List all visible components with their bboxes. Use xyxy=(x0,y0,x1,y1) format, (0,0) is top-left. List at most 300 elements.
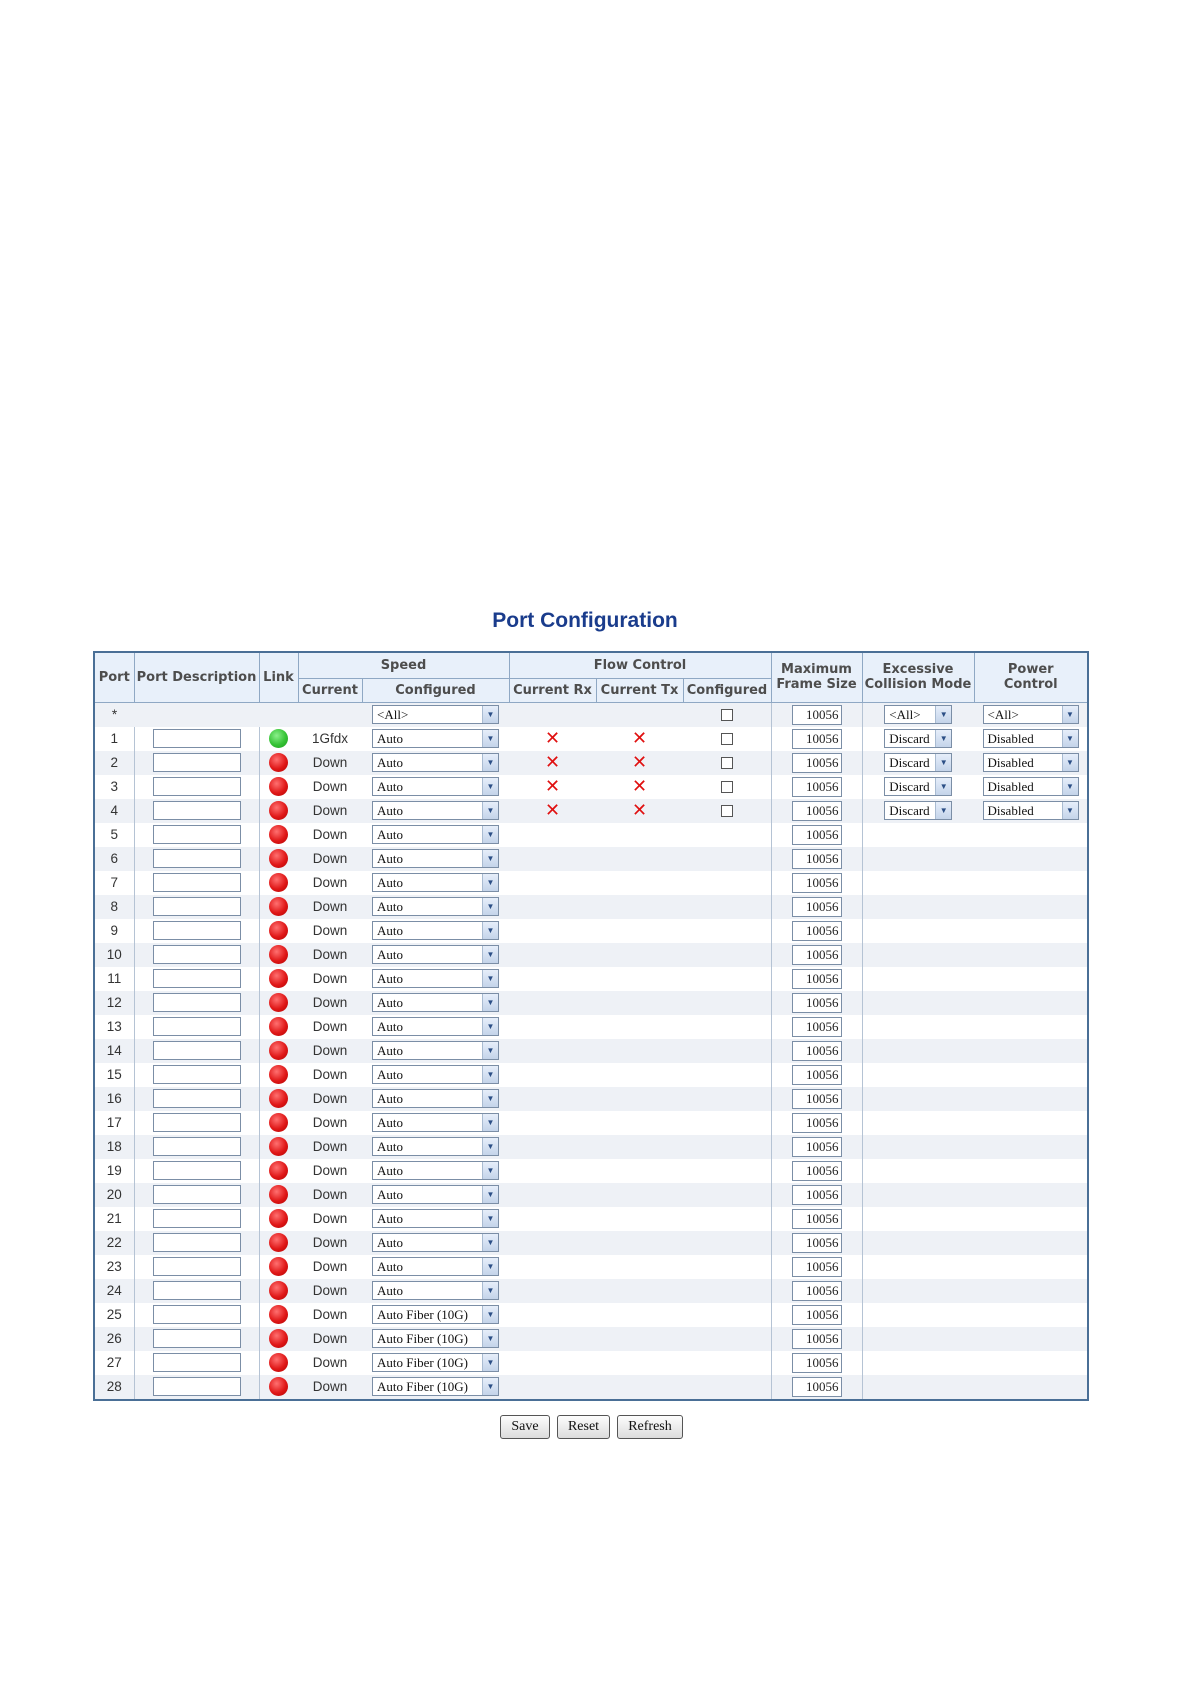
ecm-header-line1: Excessive xyxy=(882,662,954,678)
fc-current-tx-cell xyxy=(596,1063,683,1087)
port-row xyxy=(94,775,1088,799)
speed-configured-select[interactable] xyxy=(372,1233,499,1252)
ecm-cell xyxy=(862,1111,974,1135)
chevron-down-icon[interactable]: ▼ xyxy=(482,946,498,963)
port-description-cell xyxy=(134,1303,259,1327)
chevron-down-icon[interactable]: ▼ xyxy=(482,1162,498,1179)
port-description-cell xyxy=(134,1375,259,1400)
speed-configured-select[interactable] xyxy=(372,1065,499,1084)
port-description-cell xyxy=(134,1015,259,1039)
port-row xyxy=(94,1135,1088,1159)
speed-configured-cell xyxy=(362,727,509,751)
speed-configured-cell xyxy=(362,847,509,871)
flow-control-header: Flow Control xyxy=(509,652,771,678)
speed-configured-select[interactable] xyxy=(372,1017,499,1036)
red-dot-icon xyxy=(269,777,288,796)
max-frame-cell xyxy=(771,727,862,751)
port-description-cell xyxy=(134,1135,259,1159)
speed-configured-select[interactable] xyxy=(372,921,499,940)
power-cell xyxy=(974,1279,1088,1303)
speed-current: Down xyxy=(298,1375,362,1400)
fc-configured-cell xyxy=(683,823,771,847)
chevron-down-icon[interactable]: ▼ xyxy=(482,1378,498,1395)
port-description-input[interactable] xyxy=(153,1353,241,1372)
speed-configured-value: Auto xyxy=(377,1043,403,1058)
link-cell xyxy=(259,1207,298,1231)
speed-current: Down xyxy=(298,823,362,847)
speed-configured-select[interactable] xyxy=(372,1281,499,1300)
max-frame-cell xyxy=(771,1063,862,1087)
link-cell xyxy=(259,871,298,895)
port-table-body xyxy=(94,702,1088,1400)
port-description-input[interactable] xyxy=(153,1233,241,1252)
ecm-cell xyxy=(862,871,974,895)
fc-current-rx-cell xyxy=(509,1351,596,1375)
chevron-down-icon[interactable]: ▼ xyxy=(482,874,498,891)
speed-configured-select[interactable] xyxy=(372,873,499,892)
link-cell xyxy=(259,1087,298,1111)
chevron-down-icon[interactable]: ▼ xyxy=(482,754,498,771)
ecm-select[interactable] xyxy=(884,801,952,820)
link-cell xyxy=(259,1231,298,1255)
port-description-input[interactable] xyxy=(153,1137,241,1156)
fc-current-tx-cell xyxy=(596,847,683,871)
ecm-cell xyxy=(862,1039,974,1063)
max-frame-input[interactable] xyxy=(792,729,842,749)
max-frame-input[interactable] xyxy=(792,1305,842,1325)
port-description-input[interactable] xyxy=(153,1017,241,1036)
fc-configured-cell xyxy=(683,1279,771,1303)
speed-configured-select[interactable] xyxy=(372,1329,499,1348)
red-dot-icon xyxy=(269,969,288,988)
link-cell xyxy=(259,847,298,871)
ecm-cell xyxy=(862,1231,974,1255)
chevron-down-icon[interactable]: ▼ xyxy=(935,706,951,723)
all-power-select[interactable] xyxy=(983,705,1079,724)
max-frame-cell xyxy=(771,775,862,799)
max-frame-input[interactable] xyxy=(792,945,842,965)
ecm-select[interactable] xyxy=(884,729,952,748)
fc-configured-cell xyxy=(683,1015,771,1039)
port-description-input[interactable] xyxy=(153,993,241,1012)
max-frame-input[interactable] xyxy=(792,1185,842,1205)
all-current-empty xyxy=(298,702,362,727)
port-description-input[interactable] xyxy=(153,1305,241,1324)
port-config-table-wrapper xyxy=(93,651,1089,1401)
chevron-down-icon[interactable]: ▼ xyxy=(482,1018,498,1035)
port-description-input[interactable] xyxy=(153,1257,241,1276)
fc-current-rx-cell xyxy=(509,847,596,871)
all-ecm-select[interactable] xyxy=(884,705,952,724)
ecm-select[interactable] xyxy=(884,753,952,772)
max-frame-cell xyxy=(771,1255,862,1279)
power-select[interactable] xyxy=(983,753,1079,772)
chevron-down-icon[interactable]: ▼ xyxy=(482,1090,498,1107)
port-row xyxy=(94,895,1088,919)
port-row xyxy=(94,1327,1088,1351)
port-row xyxy=(94,991,1088,1015)
port-number: 10 xyxy=(94,943,134,967)
link-cell xyxy=(259,1351,298,1375)
ecm-cell xyxy=(862,1183,974,1207)
link-cell xyxy=(259,1183,298,1207)
speed-configured-select[interactable] xyxy=(372,777,499,796)
power-cell xyxy=(974,1087,1088,1111)
refresh-button[interactable]: Refresh xyxy=(617,1415,683,1439)
link-cell xyxy=(259,1375,298,1400)
speed-configured-select[interactable] xyxy=(372,753,499,772)
port-description-input[interactable] xyxy=(153,945,241,964)
speed-configured-value: Auto xyxy=(377,803,403,818)
max-frame-input[interactable] xyxy=(792,1113,842,1133)
chevron-down-icon[interactable]: ▼ xyxy=(482,706,498,723)
port-number: 2 xyxy=(94,751,134,775)
max-frame-input[interactable] xyxy=(792,849,842,869)
speed-configured-cell xyxy=(362,1135,509,1159)
speed-configured-value: Auto Fiber (10G) xyxy=(377,1331,468,1346)
chevron-down-icon[interactable]: ▼ xyxy=(482,1330,498,1347)
chevron-down-icon[interactable]: ▼ xyxy=(1062,730,1078,747)
speed-configured-select[interactable] xyxy=(372,1113,499,1132)
chevron-down-icon[interactable]: ▼ xyxy=(482,1066,498,1083)
ecm-cell xyxy=(862,823,974,847)
port-description-input[interactable] xyxy=(153,729,241,748)
port-description-input[interactable] xyxy=(153,825,241,844)
chevron-down-icon[interactable]: ▼ xyxy=(482,922,498,939)
chevron-down-icon[interactable]: ▼ xyxy=(482,730,498,747)
all-fc-rx-empty xyxy=(509,702,596,727)
chevron-down-icon[interactable]: ▼ xyxy=(482,1114,498,1131)
max-frame-cell xyxy=(771,943,862,967)
speed-configured-value: Auto xyxy=(377,971,403,986)
port-description-cell xyxy=(134,799,259,823)
port-description-input[interactable] xyxy=(153,1113,241,1132)
max-frame-cell xyxy=(771,1135,862,1159)
fc-configured-cell xyxy=(683,751,771,775)
fc-configured-cell xyxy=(683,847,771,871)
ecm-cell xyxy=(862,1351,974,1375)
red-dot-icon xyxy=(269,1089,288,1108)
chevron-down-icon[interactable]: ▼ xyxy=(935,778,951,795)
chevron-down-icon[interactable]: ▼ xyxy=(482,1258,498,1275)
speed-configured-select[interactable] xyxy=(372,1305,499,1324)
speed-configured-value: Auto xyxy=(377,1163,403,1178)
fc-configured-checkbox[interactable] xyxy=(721,805,733,817)
port-row xyxy=(94,1183,1088,1207)
port-number: 26 xyxy=(94,1327,134,1351)
chevron-down-icon[interactable]: ▼ xyxy=(482,1138,498,1155)
max-frame-input[interactable] xyxy=(792,1281,842,1301)
port-description-input[interactable] xyxy=(153,897,241,916)
port-description-input[interactable] xyxy=(153,969,241,988)
max-frame-header-line2: Frame Size xyxy=(776,677,857,693)
speed-configured-select[interactable] xyxy=(372,1089,499,1108)
speed-configured-value: Auto xyxy=(377,1019,403,1034)
save-button[interactable]: Save xyxy=(500,1415,550,1439)
max-frame-cell xyxy=(771,823,862,847)
port-number: 25 xyxy=(94,1303,134,1327)
chevron-down-icon[interactable]: ▼ xyxy=(1062,802,1078,819)
max-frame-input[interactable] xyxy=(792,897,842,917)
red-dot-icon xyxy=(269,1161,288,1180)
port-description-input[interactable] xyxy=(153,1089,241,1108)
fc-current-rx-cell xyxy=(509,1183,596,1207)
link-cell xyxy=(259,1039,298,1063)
chevron-down-icon[interactable]: ▼ xyxy=(482,1354,498,1371)
speed-configured-value: Auto xyxy=(377,1067,403,1082)
speed-current: Down xyxy=(298,1039,362,1063)
link-cell xyxy=(259,1327,298,1351)
speed-configured-select[interactable] xyxy=(372,1377,499,1396)
speed-configured-cell xyxy=(362,871,509,895)
speed-configured-select[interactable] xyxy=(372,1353,499,1372)
port-description-input[interactable] xyxy=(153,873,241,892)
speed-current: Down xyxy=(298,871,362,895)
chevron-down-icon[interactable]: ▼ xyxy=(482,1282,498,1299)
max-frame-input[interactable] xyxy=(792,1089,842,1109)
fc-configured-checkbox[interactable] xyxy=(721,733,733,745)
red-dot-icon xyxy=(269,1137,288,1156)
port-number: 9 xyxy=(94,919,134,943)
ecm-cell xyxy=(862,1063,974,1087)
power-cell xyxy=(974,1183,1088,1207)
max-frame-input[interactable] xyxy=(792,873,842,893)
port-row xyxy=(94,1015,1088,1039)
max-frame-input[interactable] xyxy=(792,1377,842,1397)
max-frame-input[interactable] xyxy=(792,1209,842,1229)
ecm-cell xyxy=(862,1159,974,1183)
chevron-down-icon[interactable]: ▼ xyxy=(482,898,498,915)
max-frame-cell xyxy=(771,1087,862,1111)
port-row xyxy=(94,919,1088,943)
port-description-input[interactable] xyxy=(153,1161,241,1180)
chevron-down-icon[interactable]: ▼ xyxy=(935,730,951,747)
link-cell xyxy=(259,1063,298,1087)
max-frame-cell xyxy=(771,799,862,823)
port-description-input[interactable] xyxy=(153,1329,241,1348)
port-row xyxy=(94,847,1088,871)
speed-configured-value: Auto xyxy=(377,1187,403,1202)
port-row xyxy=(94,967,1088,991)
port-number: 21 xyxy=(94,1207,134,1231)
chevron-down-icon[interactable]: ▼ xyxy=(1062,754,1078,771)
link-cell xyxy=(259,895,298,919)
max-frame-input[interactable] xyxy=(792,1353,842,1373)
max-frame-input[interactable] xyxy=(792,801,842,821)
port-description-input[interactable] xyxy=(153,1281,241,1300)
ecm-cell xyxy=(862,775,974,799)
speed-configured-cell xyxy=(362,1375,509,1400)
speed-configured-cell xyxy=(362,1279,509,1303)
speed-current: Down xyxy=(298,1087,362,1111)
max-frame-input[interactable] xyxy=(792,1017,842,1037)
port-description-cell xyxy=(134,727,259,751)
speed-configured-select[interactable] xyxy=(372,993,499,1012)
port-description-input[interactable] xyxy=(153,753,241,772)
power-cell xyxy=(974,799,1088,823)
max-frame-input[interactable] xyxy=(792,753,842,773)
port-description-input[interactable] xyxy=(153,1065,241,1084)
speed-configured-value: Auto xyxy=(377,1235,403,1250)
ecm-select[interactable] xyxy=(884,777,952,796)
speed-current: Down xyxy=(298,1231,362,1255)
power-select[interactable] xyxy=(983,801,1079,820)
fc-current-rx-cell xyxy=(509,751,596,775)
speed-configured-select[interactable] xyxy=(372,729,499,748)
speed-configured-select[interactable] xyxy=(372,1041,499,1060)
chevron-down-icon[interactable]: ▼ xyxy=(482,1306,498,1323)
fc-current-tx-cell xyxy=(596,895,683,919)
chevron-down-icon[interactable]: ▼ xyxy=(482,994,498,1011)
fc-configured-header: Configured xyxy=(683,678,771,702)
speed-configured-select[interactable] xyxy=(372,1257,499,1276)
port-row xyxy=(94,751,1088,775)
reset-button[interactable]: Reset xyxy=(557,1415,610,1439)
speed-configured-select[interactable] xyxy=(372,897,499,916)
speed-configured-select[interactable] xyxy=(372,1161,499,1180)
port-description-input[interactable] xyxy=(153,1185,241,1204)
speed-current-header: Current xyxy=(298,678,362,702)
chevron-down-icon[interactable]: ▼ xyxy=(1062,778,1078,795)
power-cell xyxy=(974,847,1088,871)
speed-configured-select[interactable] xyxy=(372,825,499,844)
fc-current-tx-cell xyxy=(596,1327,683,1351)
ecm-cell xyxy=(862,1375,974,1400)
chevron-down-icon[interactable]: ▼ xyxy=(935,754,951,771)
max-frame-input[interactable] xyxy=(792,921,842,941)
port-description-cell xyxy=(134,1039,259,1063)
fc-current-tx-cell xyxy=(596,967,683,991)
all-speed-cell xyxy=(362,702,509,727)
port-description-input[interactable] xyxy=(153,777,241,796)
fc-configured-checkbox[interactable] xyxy=(721,757,733,769)
red-dot-icon xyxy=(269,873,288,892)
port-row xyxy=(94,1159,1088,1183)
speed-configured-select[interactable] xyxy=(372,1209,499,1228)
port-description-input[interactable] xyxy=(153,921,241,940)
speed-configured-cell xyxy=(362,823,509,847)
speed-configured-cell xyxy=(362,1159,509,1183)
fc-current-tx-cell xyxy=(596,1255,683,1279)
fc-current-tx-cell xyxy=(596,1207,683,1231)
speed-configured-value: Auto Fiber (10G) xyxy=(377,1379,468,1394)
max-frame-input[interactable] xyxy=(792,825,842,845)
red-dot-icon xyxy=(269,921,288,940)
port-row xyxy=(94,1087,1088,1111)
all-speed-value: <All> xyxy=(377,707,409,722)
chevron-down-icon[interactable]: ▼ xyxy=(935,802,951,819)
speed-configured-select[interactable] xyxy=(372,1185,499,1204)
max-frame-input[interactable] xyxy=(792,1329,842,1349)
max-frame-input[interactable] xyxy=(792,777,842,797)
speed-configured-cell xyxy=(362,895,509,919)
all-fc-configured-checkbox[interactable] xyxy=(721,709,733,721)
link-cell xyxy=(259,943,298,967)
chevron-down-icon[interactable]: ▼ xyxy=(482,850,498,867)
fc-current-tx-cell xyxy=(596,1159,683,1183)
chevron-down-icon[interactable]: ▼ xyxy=(482,802,498,819)
power-select[interactable] xyxy=(983,729,1079,748)
power-cell xyxy=(974,1159,1088,1183)
port-description-input[interactable] xyxy=(153,849,241,868)
chevron-down-icon[interactable]: ▼ xyxy=(482,1210,498,1227)
port-description-input[interactable] xyxy=(153,801,241,820)
ecm-cell xyxy=(862,895,974,919)
green-dot-icon xyxy=(269,729,288,748)
fc-current-rx-cell xyxy=(509,1159,596,1183)
fc-configured-checkbox[interactable] xyxy=(721,781,733,793)
speed-configured-select[interactable] xyxy=(372,969,499,988)
port-description-input[interactable] xyxy=(153,1377,241,1396)
ecm-value: Discard xyxy=(889,803,930,818)
max-frame-input[interactable] xyxy=(792,1065,842,1085)
max-frame-input[interactable] xyxy=(792,1041,842,1061)
chevron-down-icon[interactable]: ▼ xyxy=(482,826,498,843)
power-cell xyxy=(974,1327,1088,1351)
speed-configured-select[interactable] xyxy=(372,945,499,964)
chevron-down-icon[interactable]: ▼ xyxy=(482,1042,498,1059)
port-row xyxy=(94,1231,1088,1255)
fc-current-tx-cell xyxy=(596,727,683,751)
all-max-frame-input[interactable] xyxy=(792,705,842,725)
max-frame-input[interactable] xyxy=(792,1161,842,1181)
max-frame-input[interactable] xyxy=(792,1257,842,1277)
speed-configured-value: Auto xyxy=(377,731,403,746)
port-description-input[interactable] xyxy=(153,1209,241,1228)
red-x-icon: ✕ xyxy=(631,775,648,797)
link-cell xyxy=(259,751,298,775)
speed-configured-select[interactable] xyxy=(372,1137,499,1156)
red-dot-icon xyxy=(269,1281,288,1300)
speed-configured-value: Auto xyxy=(377,851,403,866)
power-cell xyxy=(974,943,1088,967)
fc-current-tx-cell xyxy=(596,1135,683,1159)
port-description-input[interactable] xyxy=(153,1041,241,1060)
port-number: 4 xyxy=(94,799,134,823)
chevron-down-icon[interactable]: ▼ xyxy=(482,970,498,987)
speed-configured-select[interactable] xyxy=(372,849,499,868)
fc-current-tx-cell xyxy=(596,1279,683,1303)
fc-current-rx-cell xyxy=(509,1015,596,1039)
max-frame-input[interactable] xyxy=(792,1137,842,1157)
chevron-down-icon[interactable]: ▼ xyxy=(1062,706,1078,723)
max-frame-input[interactable] xyxy=(792,969,842,989)
max-frame-input[interactable] xyxy=(792,993,842,1013)
link-cell xyxy=(259,1135,298,1159)
speed-header: Speed xyxy=(298,652,509,678)
fc-configured-cell xyxy=(683,895,771,919)
speed-configured-select[interactable] xyxy=(372,801,499,820)
all-fc-tx-empty xyxy=(596,702,683,727)
chevron-down-icon[interactable]: ▼ xyxy=(482,1234,498,1251)
chevron-down-icon[interactable]: ▼ xyxy=(482,778,498,795)
fc-current-tx-cell xyxy=(596,1231,683,1255)
port-row xyxy=(94,943,1088,967)
fc-configured-cell xyxy=(683,1231,771,1255)
speed-current: 1Gfdx xyxy=(298,727,362,751)
fc-configured-cell xyxy=(683,1063,771,1087)
speed-configured-value: Auto xyxy=(377,947,403,962)
fc-current-rx-cell xyxy=(509,775,596,799)
port-description-cell xyxy=(134,751,259,775)
fc-current-rx-cell xyxy=(509,799,596,823)
max-frame-input[interactable] xyxy=(792,1233,842,1253)
chevron-down-icon[interactable]: ▼ xyxy=(482,1186,498,1203)
port-description-cell xyxy=(134,1327,259,1351)
power-select[interactable] xyxy=(983,777,1079,796)
port-row xyxy=(94,727,1088,751)
all-speed-select[interactable] xyxy=(372,705,499,724)
